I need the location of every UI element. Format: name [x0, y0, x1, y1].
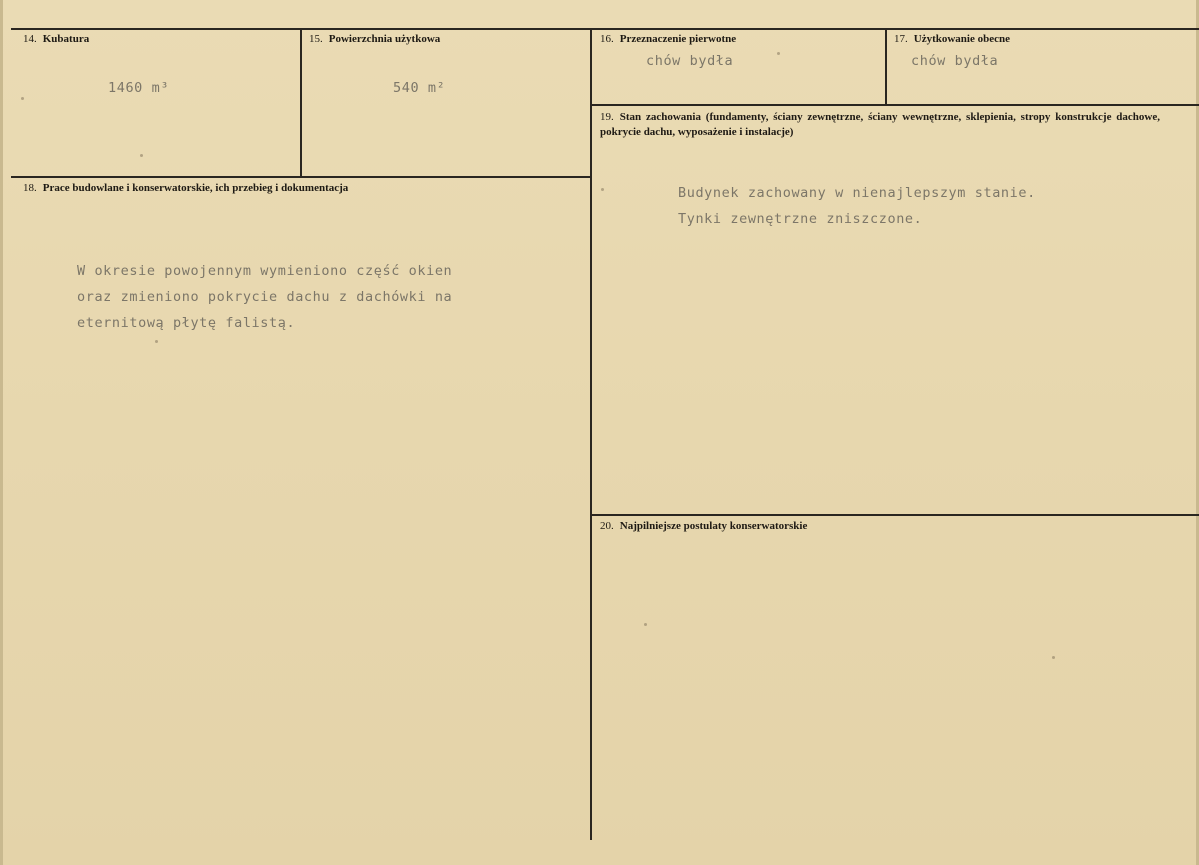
paper-speck — [601, 188, 604, 191]
field-title: Prace budowlane i konserwatorskie, ich przebieg i dokumentacja — [42, 182, 349, 194]
paper-speck — [155, 340, 158, 343]
uzytkowanie-label — [894, 32, 1010, 47]
field-number: 14. — [23, 33, 37, 45]
postulaty-label — [600, 519, 807, 534]
prace-label — [23, 181, 348, 196]
field-number: 18. — [23, 182, 37, 194]
field-number: 17. — [894, 33, 908, 45]
field-title: Najpilniejsze postulaty konserwatorskie — [619, 520, 808, 532]
stan-label — [600, 110, 1160, 140]
przeznaczenie-label — [600, 32, 736, 47]
field-number: 15. — [309, 33, 323, 45]
prace-line: eternitową płytę falistą. — [77, 315, 296, 331]
powierzchnia-label — [309, 32, 440, 47]
uzytkowanie-value: chów bydła — [911, 53, 999, 69]
top-rule — [11, 28, 1199, 30]
field-number: 20. — [600, 520, 614, 532]
prace-line: oraz zmieniono pokrycie dachu z dachówki na — [77, 289, 453, 305]
field-title: Użytkowanie obecne — [913, 33, 1010, 45]
rule-under-14-15 — [11, 176, 591, 178]
field-title: Przeznaczenie pierwotne — [619, 33, 737, 45]
stan-line: Tynki zewnętrzne zniszczone. — [678, 211, 923, 227]
przeznaczenie-value: chów bydła — [646, 53, 734, 69]
paper-speck — [21, 97, 24, 100]
kubatura-value: 1460 m³ — [108, 80, 170, 96]
field-number: 16. — [600, 33, 614, 45]
powierzchnia-value: 540 m² — [393, 80, 446, 96]
field-number: 19. — [600, 111, 614, 123]
divider-16-17 — [885, 28, 887, 104]
rule-above-20 — [592, 514, 1199, 516]
field-title: Stan zachowania (fundamenty, ściany zewnętrzne, ściany wewnętrzne, sklepienia, stropy konstrukcje dachowe, pokrycie dachu, wyposażenie i instalacje) — [600, 111, 1160, 138]
stan-line: Budynek zachowany w nienajlepszym stanie. — [678, 185, 1036, 201]
prace-line: W okresie powojennym wymieniono część okien — [77, 263, 453, 279]
divider-14-15 — [300, 28, 302, 176]
field-title: Powierzchnia użytkowa — [328, 33, 441, 45]
paper-speck — [140, 154, 143, 157]
paper-speck — [1052, 656, 1055, 659]
paper-speck — [644, 623, 647, 626]
paper-speck — [777, 52, 780, 55]
kubatura-label — [23, 32, 89, 47]
field-title: Kubatura — [42, 33, 90, 45]
center-divider — [590, 28, 592, 840]
rule-under-16-17 — [592, 104, 1199, 106]
